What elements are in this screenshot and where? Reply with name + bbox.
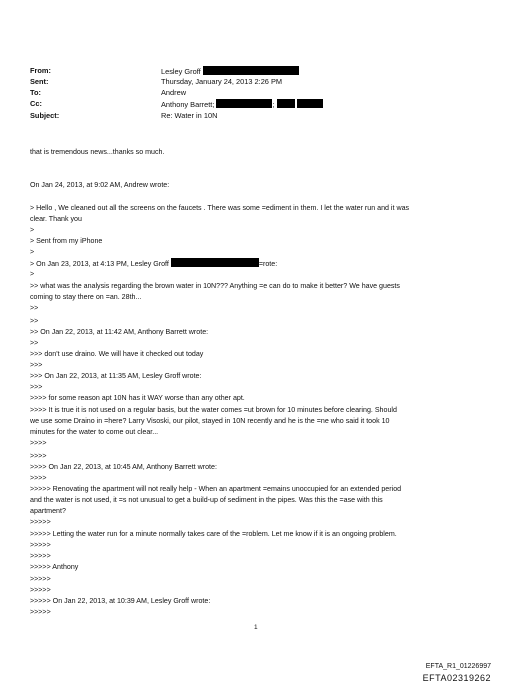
body-line: clear. Thank you xyxy=(30,215,82,223)
body-line: > xyxy=(30,248,35,256)
cc-name: Anthony Barrett; xyxy=(161,100,215,109)
redaction-box xyxy=(171,258,259,267)
bates-number-large: EFTA02319262 xyxy=(422,673,491,683)
body-line: >>>>> xyxy=(30,518,51,526)
body-line: >>>>> xyxy=(30,586,51,594)
redaction-box xyxy=(216,99,275,109)
body-line: > Hello , We cleaned out all the screens on the faucets . There was some =ediment in them. I let the water run and it was xyxy=(30,204,410,212)
body-line: >>>>> xyxy=(30,575,51,583)
body-line: >>>>> Anthony xyxy=(30,563,79,571)
body-line: >>>>> xyxy=(30,541,51,549)
from-value xyxy=(161,66,299,77)
quote-header-tail: =rote: xyxy=(258,260,278,268)
body-line: and the water is not used, it =s not unusual to get a build-up of sediment in the pipes. Was this the =ase with this xyxy=(30,496,383,504)
cc-separator: ; xyxy=(272,100,275,109)
body-line: >>> xyxy=(30,361,43,369)
bates-number-small: EFTA_R1_01226997 xyxy=(425,663,491,670)
sent-label: Sent: xyxy=(30,77,49,86)
body-line: > xyxy=(30,270,35,278)
body-line: > xyxy=(30,226,35,234)
body-line: >>>>> xyxy=(30,552,51,560)
body-line: >>>> for some reason apt 10N has it WAY worse than any other apt. xyxy=(30,394,245,402)
body-line xyxy=(30,258,485,270)
to-label: To: xyxy=(30,88,41,97)
body-line: >>>>> Letting the water run for a minute normally takes care of the =roblem. Let me know if it is an ongoing problem. xyxy=(30,530,397,538)
redaction-box xyxy=(277,99,295,108)
cc-label: Cc: xyxy=(30,99,42,108)
body-line: >> xyxy=(30,339,39,347)
body-line: >> On Jan 22, 2013, at 11:42 AM, Anthony Barrett wrote: xyxy=(30,328,209,336)
body-line: coming to stay there on =an. 28th... xyxy=(30,293,142,301)
body-line: On Jan 24, 2013, at 9:02 AM, Andrew wrote: xyxy=(30,181,170,189)
subject-value: Re: Water in 10N xyxy=(161,111,218,120)
body-line: that is tremendous news...thanks so much. xyxy=(30,148,165,156)
body-line: >>>> xyxy=(30,439,47,447)
to-value: Andrew xyxy=(161,88,187,97)
body-line: > Sent from my iPhone xyxy=(30,237,103,245)
from-label: From: xyxy=(30,66,51,75)
body-line: >>>>> On Jan 22, 2013, at 10:39 AM, Lesley Groff wrote: xyxy=(30,597,211,605)
body-line: >>>> It is true it is not used on a regular basis, but the water comes =ut brown for 10 minutes before clearing. Should xyxy=(30,406,397,414)
body-line: >>>>> Renovating the apartment will not really help - When an apartment =emains unoccupied for an extended period xyxy=(30,485,402,493)
body-line: >>> xyxy=(30,383,43,391)
body-line: >> xyxy=(30,317,39,325)
body-line: minutes for the water to come out clear... xyxy=(30,428,159,436)
redaction-box xyxy=(203,66,299,75)
redaction-box xyxy=(297,99,323,108)
cc-value xyxy=(161,99,323,110)
sent-value: Thursday, January 24, 2013 2:26 PM xyxy=(161,77,283,86)
body-line: apartment? xyxy=(30,507,66,515)
body-line: >>>> xyxy=(30,452,47,460)
body-line: >> what was the analysis regarding the brown water in 10N??? Anything =e can do to make it better? We have guests xyxy=(30,282,400,290)
body-line: >>>> xyxy=(30,474,47,482)
quote-header-text: > On Jan 23, 2013, at 4:13 PM, Lesley Groff xyxy=(30,260,169,268)
page-number: 1 xyxy=(254,624,258,631)
body-line: >>>> On Jan 22, 2013, at 10:45 AM, Anthony Barrett wrote: xyxy=(30,463,217,471)
body-line: >>> On Jan 22, 2013, at 11:35 AM, Lesley Groff wrote: xyxy=(30,372,202,380)
from-name: Lesley Groff xyxy=(161,67,201,76)
body-line: >> xyxy=(30,304,39,312)
body-line: we use some Draino in =here? Larry Visoski, our pilot, stayed in 10N recently and he is the =ne who said it took 10 xyxy=(30,417,390,425)
subject-label: Subject: xyxy=(30,111,60,120)
body-line: >>>>> xyxy=(30,608,51,616)
body-line: >>> don't use draino. We will have it checked out today xyxy=(30,350,204,358)
